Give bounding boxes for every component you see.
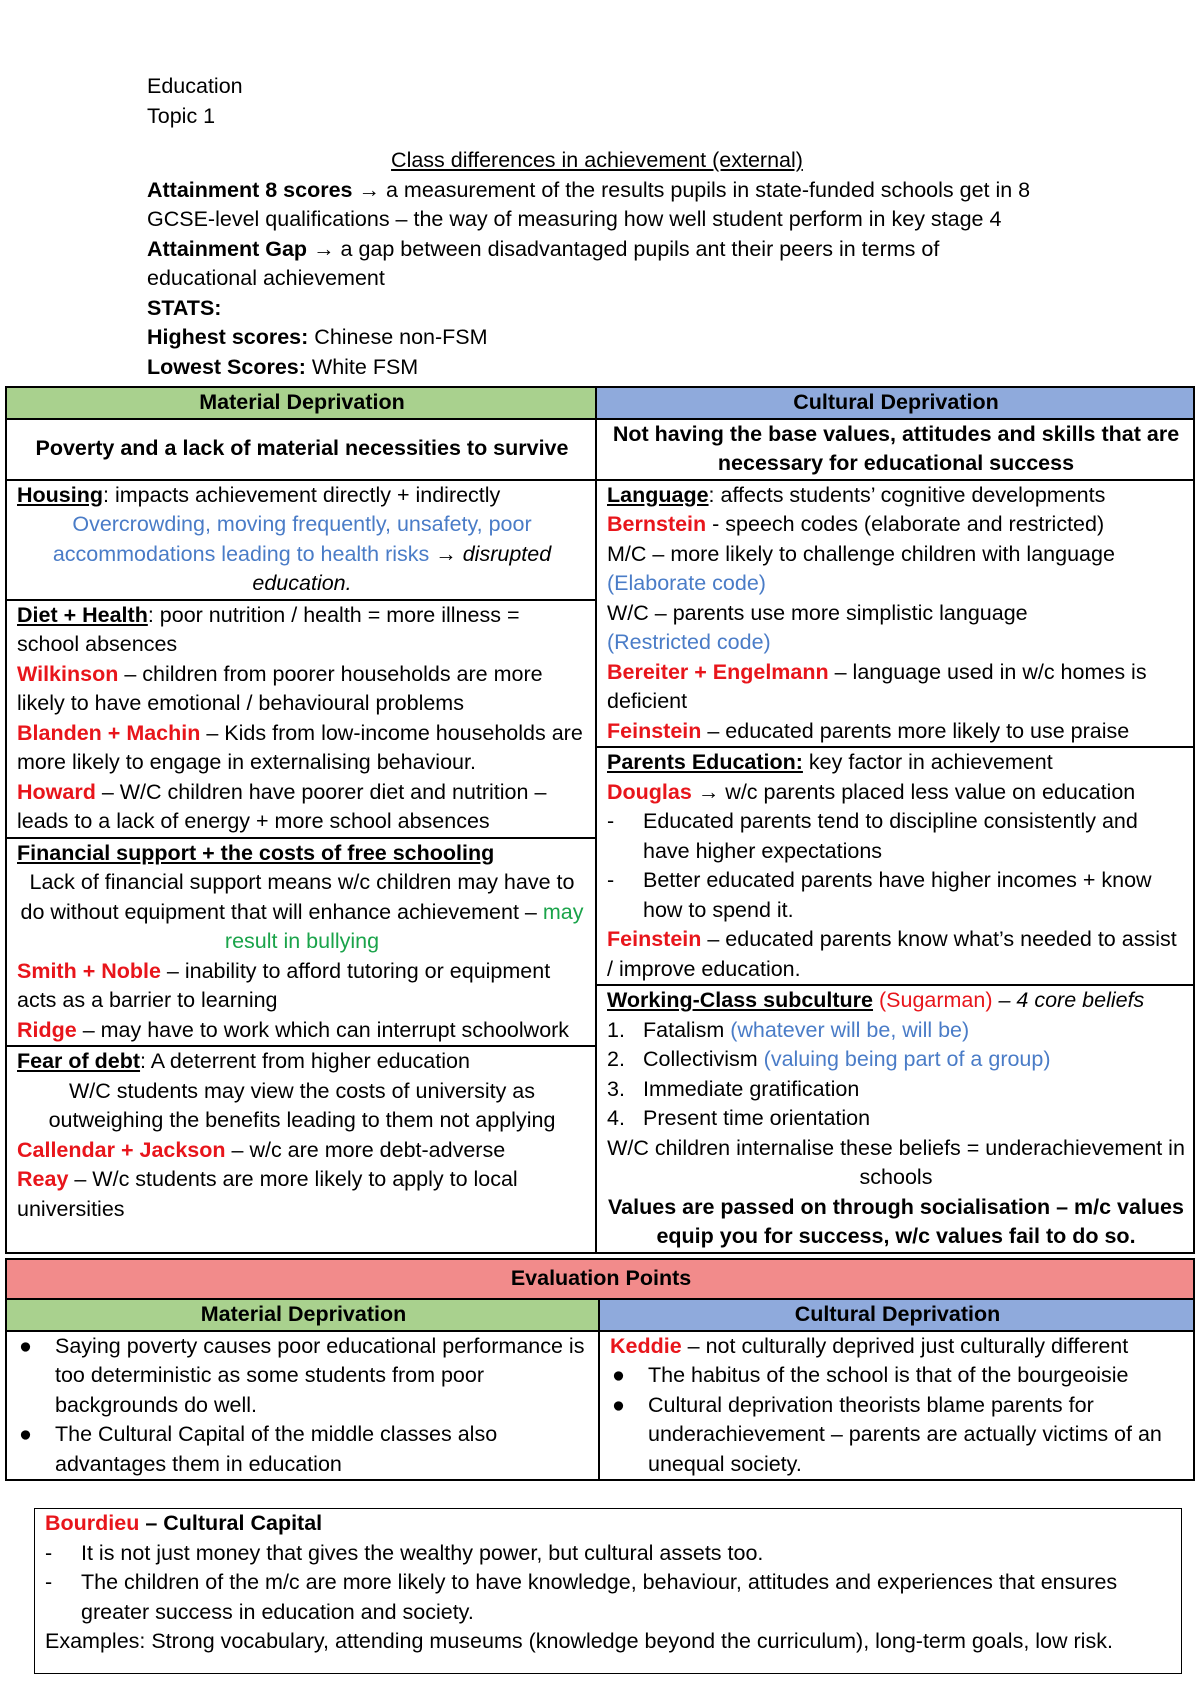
diet-health-text: : poor nutrition / health = more illness = school absences [17,602,520,656]
bullet-icon: ● [19,1333,32,1358]
list-item [45,1539,1171,1569]
ridge-text: – may have to work which can interrupt schoolwork [76,1017,570,1042]
cultural-deprivation-header: Cultural Deprivation [596,387,1194,419]
list-item [607,807,1185,866]
belief-note: (valuing being part of a group) [757,1047,1051,1071]
list-item [17,1332,590,1421]
list-item [607,1045,1185,1075]
bourdieu-point: It is not just money that gives the wealthy power, but cultural assets too. [81,1540,764,1565]
housing-detail [17,510,587,599]
arrow-icon: → [435,541,457,566]
attainment-8-text-2: GCSE-level qualifications – the way of measuring how well student perform in key stage 4 [147,207,1002,231]
material-deprivation-column [6,480,596,1253]
topic-label: Topic 1 [147,103,216,128]
material-deprivation-header: Material Deprivation [6,387,596,419]
dash-marker: - [607,868,615,892]
callendar-jackson-text: – w/c are more debt-adverse [225,1137,506,1162]
highest-scores [147,323,1187,353]
reay-name: Reay [17,1167,69,1191]
stats-label: STATS: [147,295,222,320]
evaluation-cultural-column [599,1331,1194,1481]
belief-label: Fatalism [643,1017,725,1042]
reay-text: – W/c students are more likely to apply to local universities [17,1167,518,1221]
evaluation-point: Saying poverty causes poor educational performance is too deterministic as some students from poor backgrounds do well. [55,1333,585,1417]
parents-education-text: key factor in achievement [802,750,1053,774]
keddie-text: – not culturally deprived just culturally different [681,1333,1129,1358]
howard-text: – W/C children have poorer diet and nutrition – leads to a lack of energy + more school absences [17,779,547,833]
blanden-machin-name: Blanden + Machin [17,720,201,745]
parents-education-section [597,748,1193,986]
document-header [147,72,1187,382]
language-term: Language [607,482,709,507]
dash-marker: - [45,1540,53,1565]
parents-point-1: Educated parents tend to discipline consistently and have higher expectations [643,809,1138,863]
belief-label: Immediate gratification [643,1076,860,1101]
financial-support-section [7,839,595,1048]
page-title: Class differences in achievement (external) [391,148,803,172]
bourdieu-name: Bourdieu [45,1511,140,1535]
belief-label: Present time orientation [643,1106,871,1130]
attainment-gap-text-2: educational achievement [147,266,385,290]
arrow-icon: → [358,177,380,202]
bourdieu-title [45,1509,1171,1539]
smith-noble-text: – inability to afford tutoring or equipment acts as a barrier to learning [17,958,551,1012]
fear-of-debt-term: Fear of debt [17,1049,141,1073]
bourdieu-title-text: – Cultural Capital [139,1511,323,1535]
housing-italic-text: disrupted education. [252,541,552,595]
deprivation-table [5,386,1195,1254]
bullying-note: may result in bullying [224,899,584,953]
bernstein-text: - speech codes (elaborate and restricted) [706,512,1105,536]
subculture-term: Working-Class subculture [607,988,874,1012]
bernstein-name: Bernstein [607,512,707,536]
attainment-gap-text-1: a gap between disadvantaged pupils ant their peers in terms of [334,236,940,261]
list-item [607,1016,1185,1046]
number-marker: 2. [607,1047,625,1071]
financial-dash: – [518,899,543,924]
lowest-scores [147,353,1187,383]
bourdieu-point: The children of the m/c are more likely to have knowledge, behaviour, attitudes and experiences that ensures greater success in education and society. [81,1570,1118,1624]
wc-language-text: W/C – parents use more simplistic language [607,600,1028,625]
smith-noble-name: Smith + Noble [17,958,161,983]
cultural-deprivation-column [596,480,1194,1253]
evaluation-material-header: Material Deprivation [6,1299,599,1331]
elaborate-code-label: (Elaborate code) [607,571,766,595]
callendar-jackson-name: Callendar + Jackson [17,1137,226,1162]
highest-scores-value: Chinese non-FSM [308,325,488,349]
financial-support-term: Financial support + the costs of free schooling [17,840,495,865]
subculture-italic: – 4 core beliefs [992,988,1145,1012]
feinstein-name-2: Feinstein [607,927,702,951]
diet-health-term: Diet + Health [17,602,148,627]
parents-point-2: Better educated parents have higher incomes + know how to spend it. [643,868,1152,922]
attainment-8-term: Attainment 8 scores [147,177,353,202]
evaluation-table [5,1258,1195,1481]
wilkinson-text: – children from poorer households are more likely to have emotional / behavioural problems [17,661,543,715]
dash-marker: - [607,809,615,833]
bereiter-engelmann-text: – language used in w/c homes is deficient [607,659,1147,713]
douglas-name: Douglas [607,779,692,804]
subculture-section [597,986,1193,1252]
list-item [610,1361,1185,1391]
evaluation-cultural-header: Cultural Deprivation [599,1299,1194,1331]
language-section [597,481,1193,749]
list-item [607,866,1185,925]
evaluation-point: The Cultural Capital of the middle classes also advantages them in education [55,1422,498,1476]
bullet-icon: ● [19,1422,32,1446]
lowest-scores-term: Lowest Scores: [147,354,306,379]
fear-of-debt-detail: W/C students may view the costs of university as outweighing the benefits leading to them not applying [48,1078,556,1132]
financial-support-centered: Lack of financial support means w/c children may have to do without equipment that will enhance achievement [20,870,575,924]
douglas-text: w/c parents placed less value on education [719,779,1136,804]
subject-label: Education [147,74,243,98]
list-item [607,1104,1185,1134]
bereiter-engelmann-name: Bereiter + Engelmann [607,659,829,684]
keddie-name: Keddie [610,1333,682,1358]
evaluation-header: Evaluation Points [6,1259,1194,1299]
list-item [17,1420,590,1479]
arrow-icon: → [697,779,720,804]
lowest-scores-value: White FSM [305,354,419,379]
mc-language-text: M/C – more likely to challenge children with language [607,541,1115,566]
feinstein-name: Feinstein [607,718,702,743]
number-marker: 1. [607,1017,625,1042]
cultural-deprivation-definition: Not having the base values, attitudes and skills that are necessary for educational success [596,419,1194,480]
material-deprivation-definition: Poverty and a lack of material necessities to survive [6,419,596,480]
housing-term: Housing [17,482,103,507]
number-marker: 4. [607,1106,625,1130]
attainment-8-text-1: a measurement of the results pupils in state-funded schools get in 8 [380,177,1031,202]
number-marker: 3. [607,1076,625,1101]
bullet-icon: ● [612,1392,625,1417]
housing-section [7,481,595,601]
parents-education-term: Parents Education: [607,750,803,774]
restricted-code-label: (Restricted code) [607,630,771,654]
bourdieu-examples: Examples: Strong vocabulary, attending museums (knowledge beyond the curriculum), long-term goals, low risk. [45,1629,1113,1653]
feinstein-text: – educated parents more likely to use praise [701,718,1130,743]
sugarman-name: (Sugarman) [873,988,993,1012]
list-item [607,1075,1185,1105]
list-item [45,1568,1171,1627]
blanden-machin-text: – Kids from low-income households are more likely to engage in externalising behaviour. [17,720,583,774]
bourdieu-box [34,1508,1182,1674]
housing-blue-text: Overcrowding, moving frequently, unsafety, poor accommodations leading to health risks [52,512,532,566]
dash-marker: - [45,1570,53,1594]
howard-name: Howard [17,779,96,804]
wilkinson-name: Wilkinson [17,661,119,686]
financial-support-detail [17,868,587,957]
belief-note: (whatever will be, will be) [724,1017,970,1042]
highest-scores-term: Highest scores: [147,325,309,349]
evaluation-point: Cultural deprivation theorists blame parents for underachievement – parents are actually victims of an unequal society. [648,1392,1162,1476]
list-item [610,1391,1185,1480]
subculture-summary: W/C children internalise these beliefs = underachievement in schools [607,1135,1185,1189]
fear-of-debt-text: : A deterrent from higher education [140,1049,470,1073]
attainment-8-definition [147,176,1187,235]
attainment-gap-term: Attainment Gap [147,236,308,261]
evaluation-material-column [6,1331,599,1481]
bullet-icon: ● [612,1363,625,1387]
housing-text: : impacts achievement directly + indirectly [103,482,501,507]
ridge-name: Ridge [17,1017,77,1042]
belief-label: Collectivism [643,1047,758,1071]
feinstein-text-2: – educated parents know what’s needed to assist / improve education. [607,927,1177,981]
arrow-icon: → [313,236,335,261]
socialisation-summary: Values are passed on through socialisation – m/c values equip you for success, w/c values fail to do so. [608,1194,1184,1248]
evaluation-point: The habitus of the school is that of the bourgeoisie [648,1363,1129,1387]
language-text: : affects students’ cognitive developments [708,482,1106,507]
diet-health-section [7,601,595,839]
fear-of-debt-section [7,1047,595,1224]
attainment-gap-definition [147,235,1187,294]
